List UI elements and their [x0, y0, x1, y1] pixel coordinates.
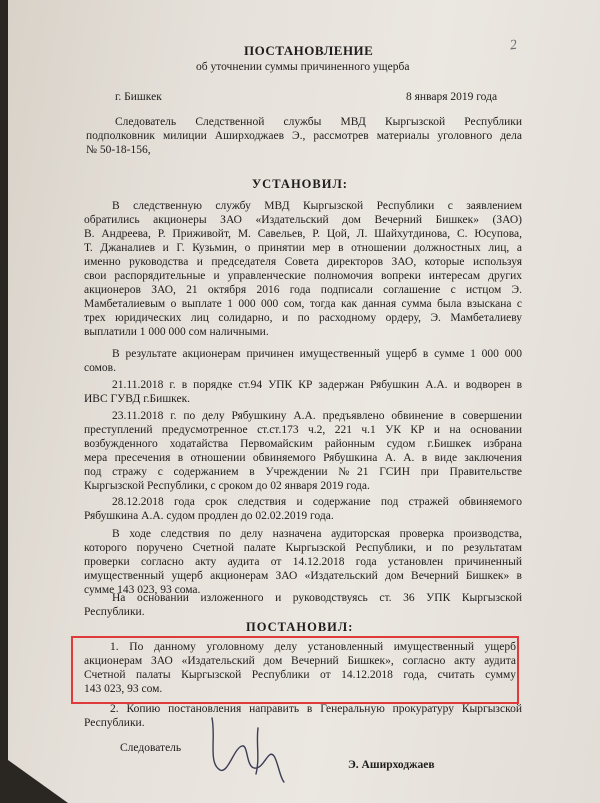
heading-established: УСТАНОВИЛ: [252, 177, 348, 191]
body-line: В следственную службу МВД Кыргызской Республики с заявлением [112, 200, 522, 212]
body-line: Рябушкина А.А. судом продлен до 02.02.2019 года. [84, 510, 334, 522]
document-page [8, 0, 600, 803]
body-line: Республики. [84, 606, 145, 618]
body-line: Мамбеталиевым о выплате 1 000 000 сом, тогда как данная сумма была взыскана с [84, 298, 522, 310]
body-line: под стражу с содержанием в Учреждении №21 ГСИН при Правительстве [84, 466, 522, 478]
resolution-line: акционерам ЗАО «Издательский дом Вечерний Бишкек», согласно акту аудита [84, 655, 516, 667]
heading-resolved: ПОСТАНОВИЛ: [246, 620, 354, 634]
body-line: акционеров ЗАО, 21 октября 2016 года подписали соглашение с истцом Э. [84, 284, 522, 296]
body-line: свои распорядительные и управленческие полномочия вопреки интересам других [84, 270, 522, 282]
page-number: 2 [508, 37, 518, 54]
body-line: 23.11.2018 г. по делу Рябушкину А.А. предъявлено обвинение в совершении [112, 410, 522, 422]
body-line: На основании изложенного и руководствуясь ст. 36 УПК Кыргызской [112, 592, 522, 604]
doc-subtitle: об уточнении суммы причиненного ущерба [196, 61, 410, 73]
body-line: В результате акционерам причинен имущественный ущерб в сумме 1 000 000 [112, 348, 522, 360]
body-line: В ходе следствия по делу назначена аудиторская проверка производства, [112, 528, 522, 540]
body-line: обратились акционеры ЗАО «Издательский дом Вечерний Бишкек» (ЗАО) [84, 214, 522, 226]
body-line: 21.11.2018 г. в порядке ст.94 УПК КР задержан Рябушкин А.А. и водворен в [112, 379, 522, 391]
resolution-line: 143 023, 93 сом. [84, 683, 163, 695]
page-corner-shadow [8, 760, 68, 803]
body-line: возбужденного ходатайства Первомайским районным судом г.Бишкек избрана [84, 438, 522, 450]
body-line: В. Андреева, Р. Приживойт, М. Савельев, Р. Цой, Л. Шайхутдинова, С. Юсупова, [84, 228, 522, 240]
body-line: ИВС ГУВД г.Бишкек. [84, 393, 191, 405]
body-line: Т. Джаналиев и Г. Кузьмин, о принятии мер в отношении должностных лиц, а [84, 242, 522, 254]
resolution-line: 1. По данному уголовному делу установленный имущественный ущерб [110, 641, 516, 653]
resolution-line: Республики. [84, 717, 145, 729]
body-line: сомов. [84, 362, 116, 374]
body-line: проверки согласно акту аудита от 14.12.2018 года установлен причиненный [84, 556, 522, 568]
body-line: сумме 143 023, 93 сома. [84, 584, 201, 596]
body-line: 28.12.2018 года срок следствия и содержание под стражей обвиняемого [112, 496, 522, 508]
body-line: трех юридических лиц солидарно, и по расходному ордеру, Э. Мамбеталиеву [84, 312, 522, 324]
body-line: имущественный ущерб акционерам ЗАО «Издательский дом Вечерний Бишкек» в [84, 570, 522, 582]
intro-line: подполковник милиции Аширходжаев Э., рассмотрев материалы уголовного дела [86, 130, 522, 142]
body-line: выплатили 1 000 000 сом наличными. [84, 326, 269, 338]
signature-name: Э. Аширходжаев [348, 759, 435, 771]
intro-line: Следователь Следственной службы МВД Кыргызской Республики [115, 116, 522, 128]
body-line: которого поручено Счетной палате Кыргызской Республики, и по результатам [84, 542, 522, 554]
signature-role: Следователь [120, 742, 182, 754]
body-line: преступлений предусмотренное ст.ст.173 ч.2, 221 ч.1 УК КР и на основании [84, 424, 522, 436]
body-line: мера пресечения в отношении обвиняемого Рябушкина А. А. в виде заключения [84, 452, 522, 464]
city: г. Бишкек [115, 91, 162, 103]
resolution-line: Счетной палаты Кыргызской Республики от 14.12.2018 года, считать сумму [84, 669, 516, 681]
doc-title: ПОСТАНОВЛЕНИЕ [244, 43, 374, 58]
resolution-line: 2. Копию постановления направить в Генеральную прокуратуру Кыргызской [110, 703, 522, 715]
date: 8 января 2019 года [406, 91, 498, 103]
intro-line: № 50-18-156, [86, 144, 151, 156]
body-line: именно руководства и председателя Совета директоров ЗАО, которые используя [84, 256, 522, 268]
signature-scribble [198, 708, 308, 788]
body-line: Кыргызской Республики, с сроком до 02 января 2019 года. [84, 480, 370, 492]
